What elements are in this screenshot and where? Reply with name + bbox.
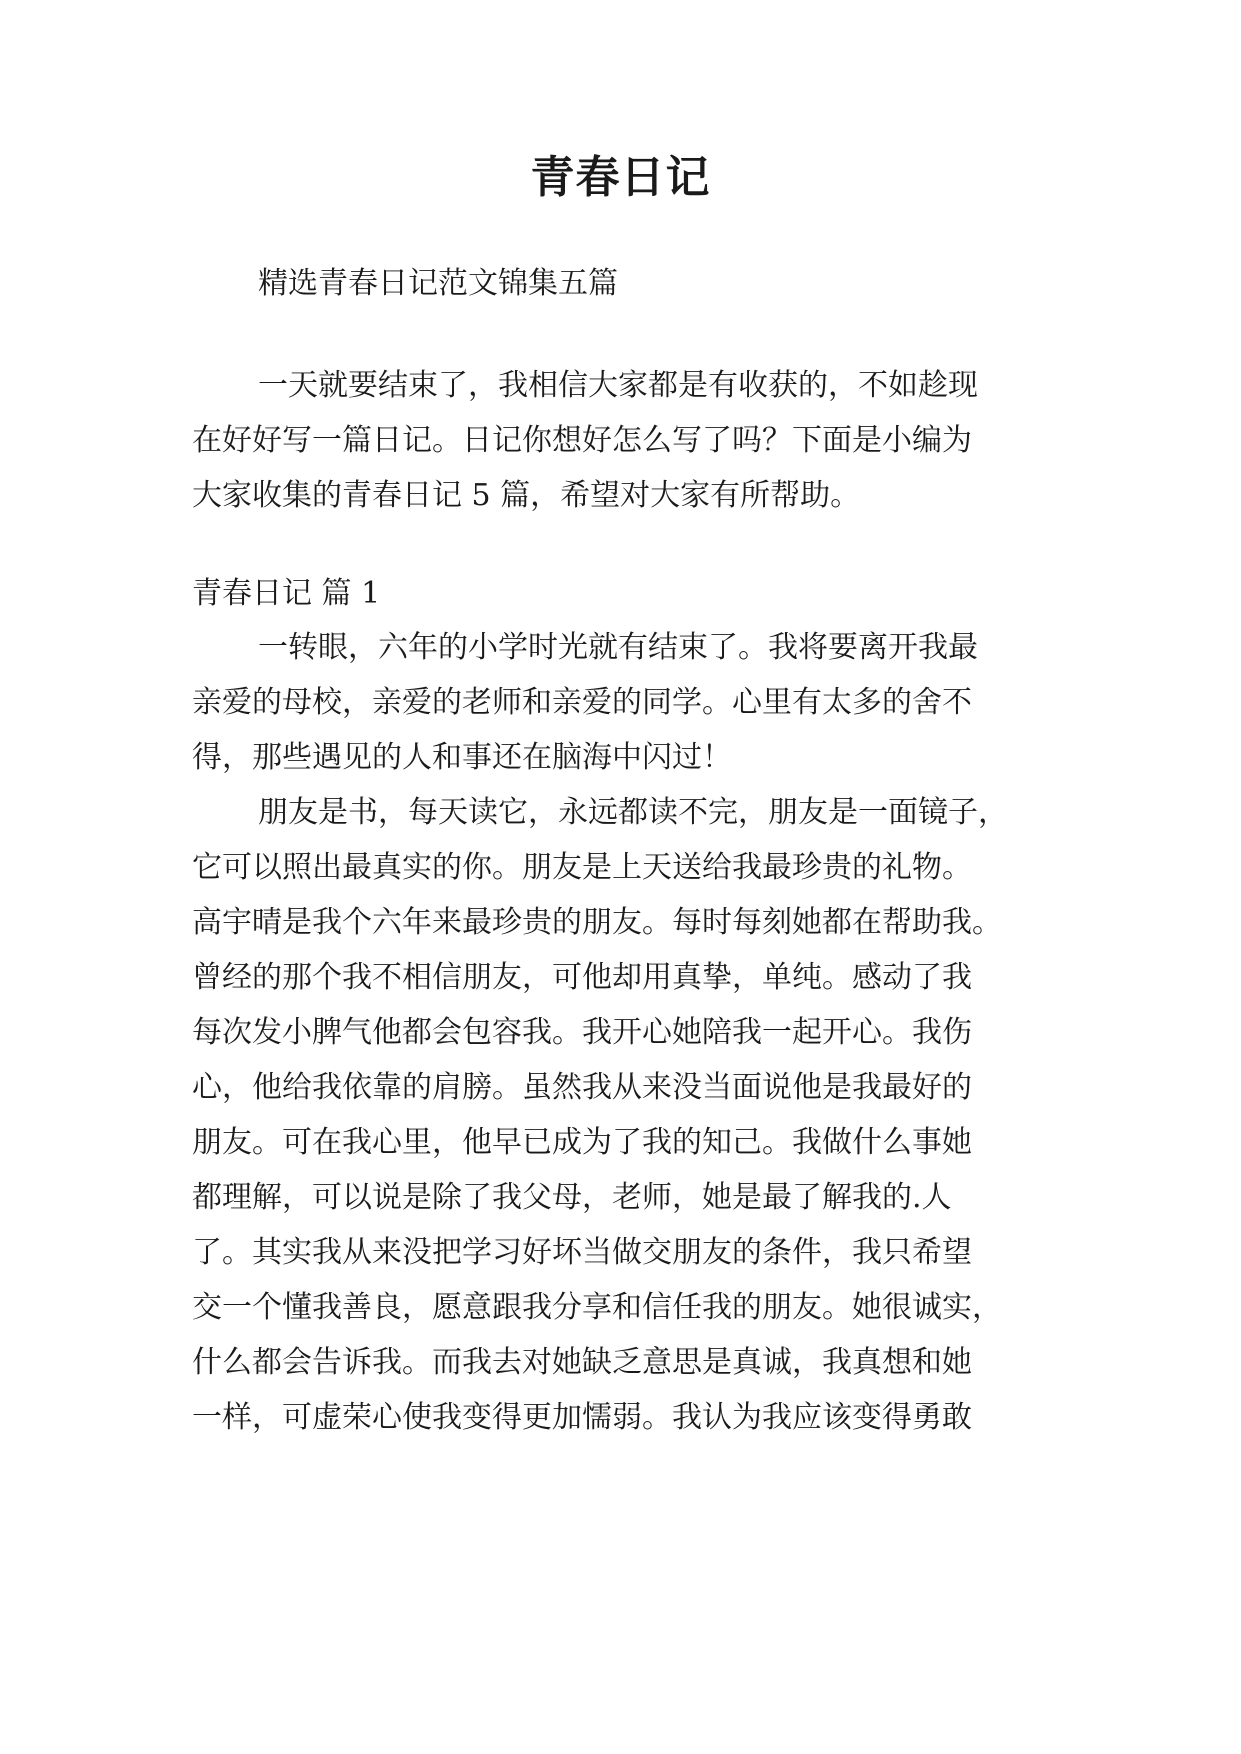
paragraph-line: 都理解，可以说是除了我父母，老师，她是最了解我的.人 (192, 1180, 952, 1215)
paragraph-line: 得，那些遇见的人和事还在脑海中闪过！ (192, 740, 732, 775)
paragraph-line: 亲爱的母校，亲爱的老师和亲爱的同学。心里有太多的舍不 (192, 685, 972, 720)
paragraph-line: 曾经的那个我不相信朋友，可他却用真挚，单纯。感动了我 (192, 960, 972, 995)
intro-line: 一天就要结束了，我相信大家都是有收获的，不如趁现 (258, 368, 978, 403)
paragraph-line: 朋友是书，每天读它，永远都读不完，朋友是一面镜子， (258, 795, 1008, 830)
document-title: 青春日记 (530, 152, 711, 203)
paragraph-line: 什么都会告诉我。而我去对她缺乏意思是真诚，我真想和她 (192, 1345, 972, 1380)
intro-line: 在好好写一篇日记。日记你想好怎么写了吗？下面是小编为 (192, 423, 972, 458)
paragraph-line: 交一个懂我善良，愿意跟我分享和信任我的朋友。她很诚实， (192, 1290, 1002, 1325)
paragraph-line: 它可以照出最真实的你。朋友是上天送给我最珍贵的礼物。 (192, 850, 972, 885)
paragraph-line: 一样，可虚荣心使我变得更加懦弱。我认为我应该变得勇敢 (192, 1400, 972, 1435)
paragraph-line: 心，他给我依靠的肩膀。虽然我从来没当面说他是我最好的 (192, 1070, 972, 1105)
paragraph-line: 了。其实我从来没把学习好坏当做交朋友的条件，我只希望 (192, 1235, 972, 1270)
paragraph-line: 每次发小脾气他都会包容我。我开心她陪我一起开心。我伤 (192, 1015, 972, 1050)
document-subtitle: 精选青春日记范文锦集五篇 (258, 266, 618, 301)
paragraph-line: 一转眼，六年的小学时光就有结束了。我将要离开我最 (258, 630, 978, 665)
intro-line: 大家收集的青春日记 5 篇，希望对大家有所帮助。 (192, 478, 861, 513)
section-heading: 青春日记 篇 1 (192, 576, 381, 611)
paragraph-line: 朋友。可在我心里，他早已成为了我的知己。我做什么事她 (192, 1125, 972, 1160)
paragraph-line: 高宇晴是我个六年来最珍贵的朋友。每时每刻她都在帮助我。 (192, 905, 1002, 940)
